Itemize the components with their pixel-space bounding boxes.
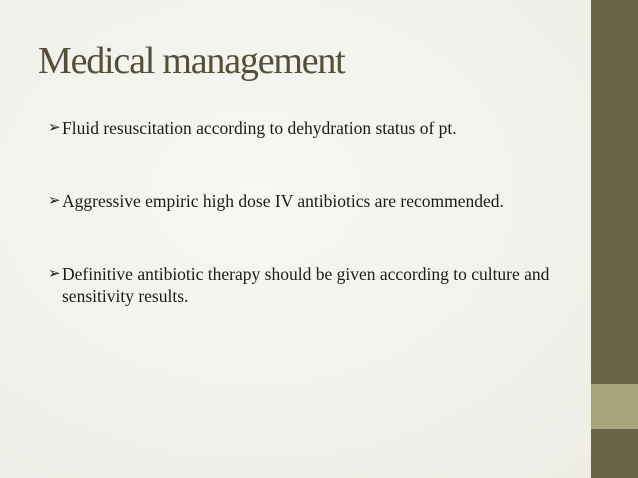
bullet-list	[48, 117, 568, 307]
arrow-bullet-icon: ➢	[48, 120, 61, 136]
bullet-text: Definitive antibiotic therapy should be given according to culture and sensitivity results.	[62, 264, 550, 306]
bullet-item	[48, 117, 568, 139]
arrow-bullet-icon: ➢	[48, 193, 61, 209]
sidebar-accent-block	[591, 384, 638, 429]
bullet-item	[48, 190, 568, 212]
bullet-text: Aggressive empiric high dose IV antibiotics are recommended.	[62, 191, 504, 211]
arrow-bullet-icon: ➢	[48, 266, 61, 282]
bullet-item	[48, 263, 568, 307]
bullet-text: Fluid resuscitation according to dehydration status of pt.	[62, 118, 457, 138]
slide-title: Medical management	[38, 40, 345, 82]
